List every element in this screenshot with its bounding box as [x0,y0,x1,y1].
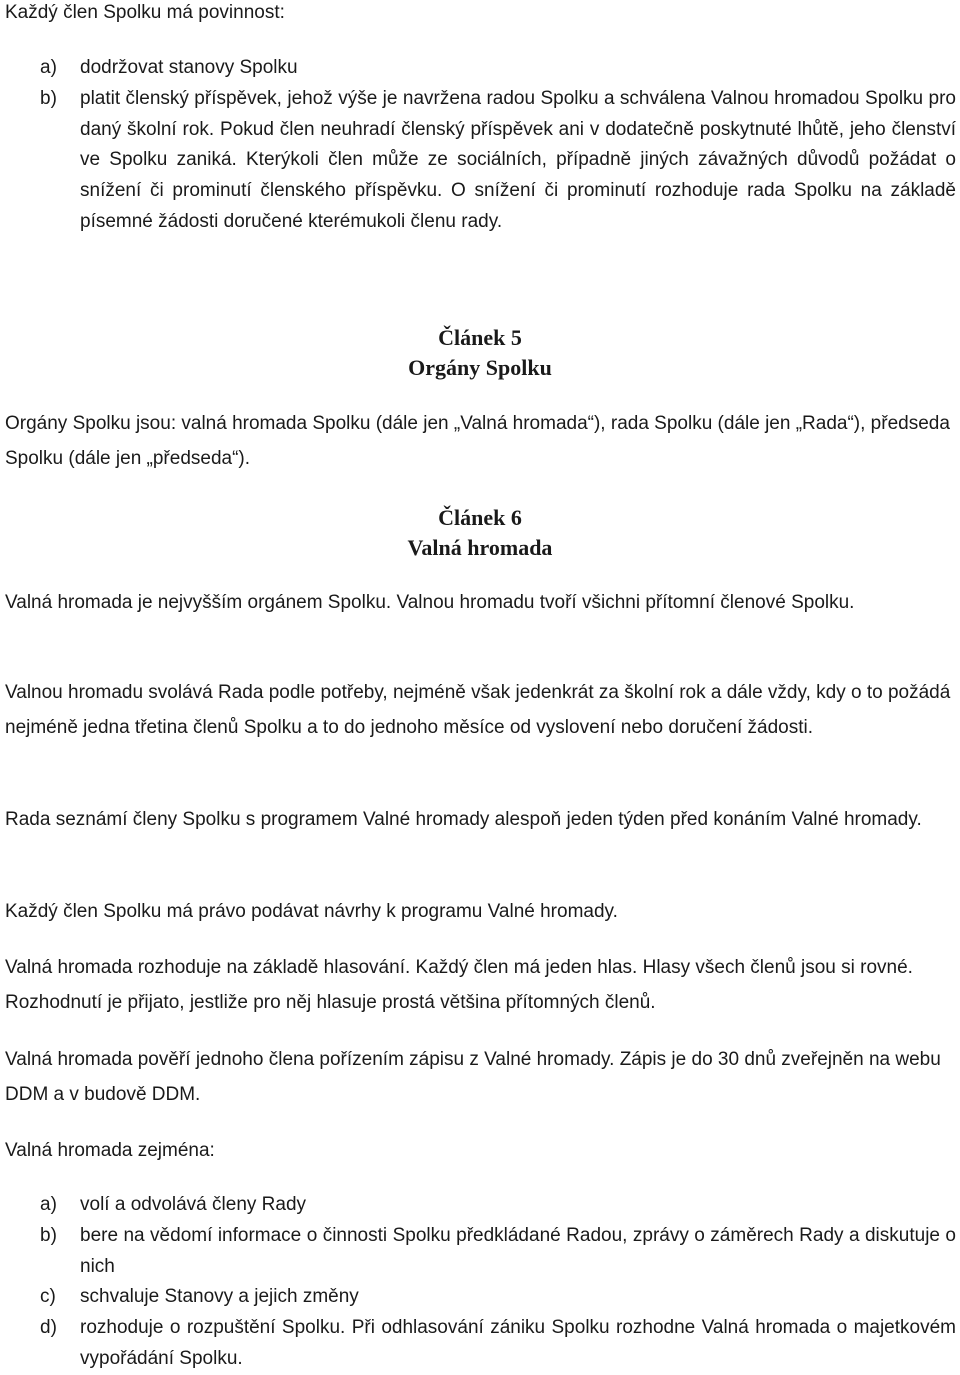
powers-intro: Valná hromada zejména: [5,1140,215,1161]
paragraph: Rada seznámí členy Spolku s programem Valné hromady alespoň jeden týden před konáním Valné hromady. [5,809,922,830]
article-6-title: Valná hromada [407,535,553,560]
list-marker: d) [40,1317,57,1339]
article-5-title: Orgány Spolku [408,355,552,380]
article-5-text: Orgány Spolku jsou: valná hromada Spolku (dále jen „Valná hromada“), rada Spolku (dále jen „Rada“), předseda Spolku (dále jen „předseda“). [5,413,950,469]
list-item-text: rozhoduje o rozpuštění Spolku. Při odhlasování zániku Spolku rozhodne Valná hromada o majetkovém vypořádání Spolku. [80,1317,956,1369]
paragraph: Valnou hromadu svolává Rada podle potřeby, nejméně však jedenkrát za školní rok a dále vždy, kdy o to požádá nejméně jedna třetina členů Spolku a to do jednoho měsíce od vyslovení nebo doručení žádosti. [5,682,951,738]
list-item-text: dodržovat stanovy Spolku [80,57,298,78]
list-item [0,53,960,84]
list-marker: a) [40,1194,57,1215]
list-item [0,1190,960,1221]
duties-intro: Každý člen Spolku má povinnost: [5,2,285,23]
list-marker: b) [40,1224,57,1246]
list-marker: b) [40,87,57,109]
list-marker: a) [40,57,57,78]
list-item [0,1221,960,1283]
paragraph: Valná hromada rozhoduje na základě hlasování. Každý člen má jeden hlas. Hlasy všech členů jsou si rovné. Rozhodnutí je přijato, jestliže pro něj hlasuje prostá většina přítomných členů. [5,957,913,1013]
powers-list [0,1190,960,1375]
paragraph: Valná hromada pověří jednoho člena pořízením zápisu z Valné hromady. Zápis je do 30 dnů zveřejněn na webu DDM a v budově DDM. [5,1049,941,1105]
list-item-text: platit členský příspěvek, jehož výše je navržena radou Spolku a schválena Valnou hromadou Spolku pro daný školní rok. Pokud člen neuhradí členský příspěvek ani v dodatečně poskytnuté lhůtě, jeho členství ve Spolku zaniká. Kterýkoli člen může ze sociálních, případně jiných závažných důvodů požádat o snížení či prominutí členského příspěvku. O snížení či prominutí rozhoduje rada Spolku na základě písemné žádosti doručené kterémukoli členu rady. [80,87,956,232]
article-6-heading [0,503,960,563]
list-item-text: bere na vědomí informace o činnosti Spolku předkládané Radou, zprávy o záměrech Rady a diskutuje o nich [80,1224,956,1277]
paragraph: Každý člen Spolku má právo podávat návrhy k programu Valné hromady. [5,901,618,922]
paragraph: Valná hromada je nejvyšším orgánem Spolku. Valnou hromadu tvoří všichni přítomní členové Spolku. [5,592,855,613]
list-item-text: volí a odvolává členy Rady [80,1194,307,1215]
list-item-text: schvaluje Stanovy a jejich změny [80,1286,359,1308]
list-item [0,1282,960,1313]
list-item [0,1313,960,1375]
list-marker: c) [40,1286,56,1308]
duties-list [0,53,960,238]
article-6-number: Článek 6 [438,505,522,530]
article-5-number: Článek 5 [438,325,522,350]
article-5-heading [0,323,960,383]
list-item [0,84,960,238]
